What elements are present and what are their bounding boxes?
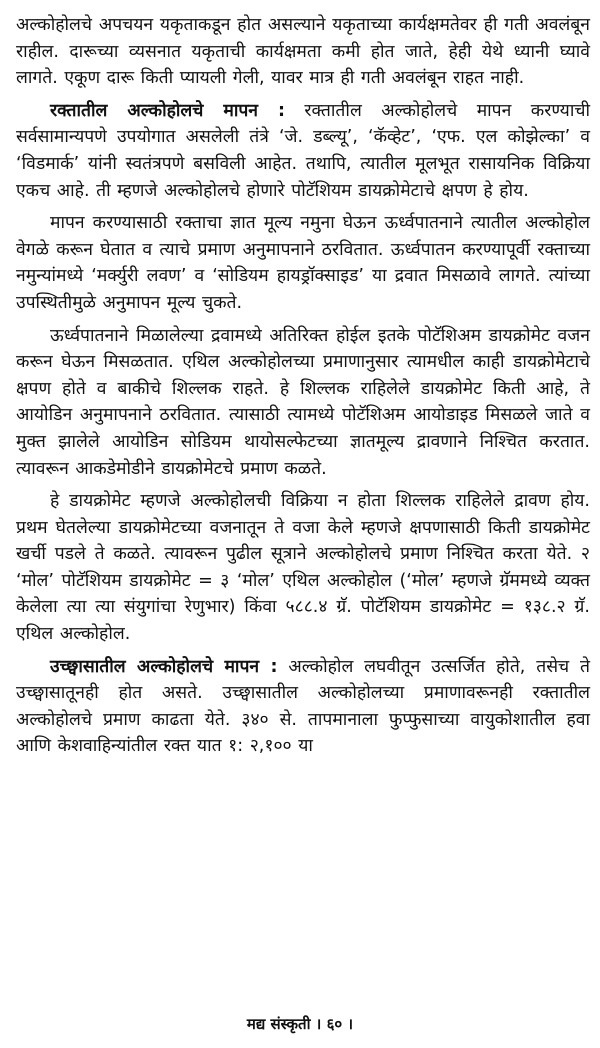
- paragraph-6-text: अल्कोहोल लघवीतून उत्सर्जित होते, तसेच ते उच्छ्वासातूनही होत असते. उच्छ्वासातील अल्कोहोलच्या प्रमाणावरूनही रक्तातील अल्कोहोलचे प्रमाण काढता येते. ३४० से. तापमानाला फुप्फुसाच्या वायुकोशातील हवा आणि केशवाहिन्यांतील रक्त यात १: २,१०० या: [16, 656, 590, 757]
- paragraph-2: [16, 98, 590, 204]
- paragraph-2-text: रक्तातील अल्कोहोलचे मापन करण्याची सर्वसामान्यपणे उपयोगात असलेली तंत्रे ‘जे. डब्ल्यू’, ‘कॅव्हेट’, ‘एफ. एल कोझेल्का’ व ‘विडमार्क’ यांनी स्वतंत्रपणे बसविली आहेत. तथापि, त्यातील मूलभूत रासायनिक विक्रिया एकच आहे. ती म्हणजे अल्कोहोलचे होणारे पोटॅशियम डायक्रोमेटाचे क्षपण हे होय.: [16, 100, 590, 201]
- paragraph-5: [16, 488, 590, 648]
- paragraph-3-text: मापन करण्यासाठी रक्ताचा ज्ञात मूल्य नमुना घेऊन ऊर्ध्वपातनाने त्यातील अल्कोहोल वेगळे करून घेतात व त्याचे प्रमाण अनुमापनाने ठरवितात. ऊर्ध्वपातन करण्यापूर्वी रक्ताच्या नमुन्यांमध्ये ‘मर्क्युरी लवण’ व ‘सोडियम हायड्रॉक्साइड’ या द्रवात मिसळावे लागते. त्यांच्या उपस्थितीमुळे अनुमापन मूल्य चुकते.: [16, 213, 590, 313]
- paragraph-4: [16, 323, 590, 483]
- paragraph-5-text: हे डायक्रोमेट म्हणजे अल्कोहोलची विक्रिया न होता शिल्लक राहिलेले द्रावण होय. प्रथम घेतलेल्या डायक्रोमेटच्या वजनातून ते वजा केले म्हणजे क्षपणासाठी किती डायक्रोमेट खर्ची पडले ते कळते. त्यावरून पुढील सूत्राने अल्कोहोलचे प्रमाण निश्चित करता येते. २ ‘मोल’ पोटॅशियम डायक्रोमेट = ३ ‘मोल’ एथिल अल्कोहोल (‘मोल’ म्हणजे ग्रॅममध्ये व्यक्त केलेला त्या त्या संयुगांचा रेणुभार) किंवा ५८८.४ ग्रॅ. पोटॅशियम डायक्रोमेट = १३८.२ ग्रॅ. एथिल अल्कोहोल.: [16, 491, 590, 645]
- paragraph-4-text: ऊर्ध्वपातनाने मिळालेल्या द्रवामध्ये अतिरिक्त होईल इतके पोटॅशिअम डायक्रोमेट वजन करून घेऊन मिसळतात. एथिल अल्कोहोलच्या प्रमाणानुसार त्यामधील काही डायक्रोमेटाचे क्षपण होते व बाकीचे शिल्लक राहते. हे शिल्लक राहिलेले डायक्रोमेट किती आहे, ते आयोडिन अनुमापनाने ठरवितात. त्यासाठी त्यामध्ये पोटॅशिअम आयोडाइड मिसळले जाते व मुक्त झालेले आयोडिन सोडियम थायोसल्फेटच्या ज्ञातमूल्य द्रावणाने निश्चित करतात. त्यावरून आकडेमोडीने डायक्रोमेटचे प्रमाण कळते.: [16, 325, 590, 479]
- paragraph-1-text: अल्कोहोलचे अपचयन यकृताकडून होत असल्याने यकृताच्या कार्यक्षमतेवर ही गती अवलंबून राहील. दारूच्या व्यसनात यकृताची कार्यक्षमता कमी होत जाते, हेही येथे ध्यानी घ्यावे लागते. एकूण दारू किती प्यायली गेली, यावर मात्र ही गती अवलंबून राहत नाही.: [16, 15, 590, 89]
- paragraph-6: [16, 654, 590, 760]
- page-footer: मद्य संस्कृती । ६० ।: [246, 1015, 354, 1033]
- section-heading-breath-alcohol: उच्छ्वासातील अल्कोहोलचे मापन :: [50, 656, 278, 677]
- section-heading-blood-alcohol: रक्तातील अल्कोहोलचे मापन :: [50, 100, 285, 121]
- paragraph-3: [16, 210, 590, 316]
- paragraph-1: [16, 12, 590, 92]
